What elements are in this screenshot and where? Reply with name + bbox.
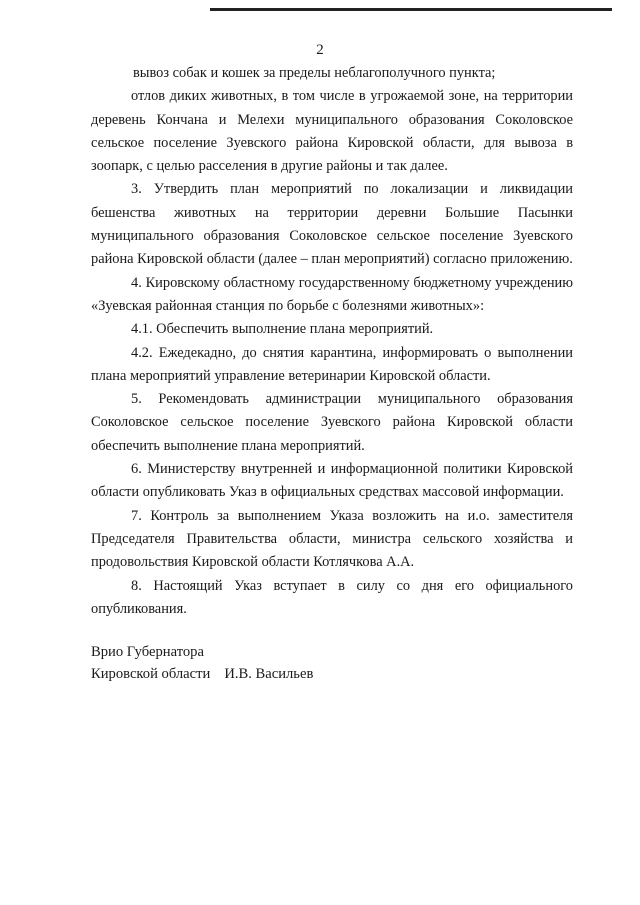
paragraph-item-7: 7. Контроль за выполнением Указа возложить на и.о. заместителя Председателя Правительства области, министра сельского хозяйства и продовольствия Кировской области Котлячкова А.А. bbox=[91, 507, 573, 571]
signer-name: И.В. Васильев bbox=[224, 666, 314, 682]
paragraph-item-5: 5. Рекомендовать администрации муниципального образования Соколовское сельское поселение Зуевского района Кировской области обеспечить выполнение плана мероприятий. bbox=[91, 391, 573, 454]
paragraph-item-4-2: 4.2. Ежедекадно, до снятия карантина, информировать о выполнении плана мероприятий управление ветеринарии Кировской области. bbox=[91, 344, 573, 384]
paragraph-item-4: 4. Кировскому областному государственному бюджетному учреждению «Зуевская районная станция по борьбе с болезнями животных»: bbox=[91, 274, 573, 314]
paragraph-item-3: 3. Утвердить план мероприятий по локализации и ликвидации бешенства животных на территории деревни Большие Пасынки муниципального образования Соколовское сельское поселение Зуевского района Кировской области (далее – план мероприятий) согласно приложению. bbox=[91, 181, 573, 268]
paragraph-item-wild-animals: отлов диких животных, в том числе в угрожаемой зоне, на территории деревень Кончана и Мелехи муниципального образования Соколовское сельское поселение Зуевского района Кировской области, для вывоза в зоопарк, с целью расселения в другие районы и так далее. bbox=[91, 88, 573, 175]
page-number: 2 bbox=[316, 42, 324, 58]
paragraph-item-dogs-cats: вывоз собак и кошек за пределы неблагополучного пункта; bbox=[133, 65, 496, 81]
signer-region: Кировской области bbox=[91, 666, 211, 682]
signature-block bbox=[91, 641, 313, 685]
signer-title-line1: Врио Губернатора bbox=[91, 644, 204, 660]
paragraph-item-4-1: 4.1. Обеспечить выполнение плана мероприятий. bbox=[131, 321, 434, 338]
signer-title-line2 bbox=[91, 663, 313, 685]
paragraph-item-6: 6. Министерству внутренней и информационной политики Кировской области опубликовать Указ в официальных средствах массовой информации. bbox=[91, 461, 573, 501]
document-body bbox=[91, 62, 573, 621]
header-rule bbox=[210, 8, 612, 11]
paragraph-item-8: 8. Настоящий Указ вступает в силу со дня его официального опубликования. bbox=[91, 577, 573, 617]
